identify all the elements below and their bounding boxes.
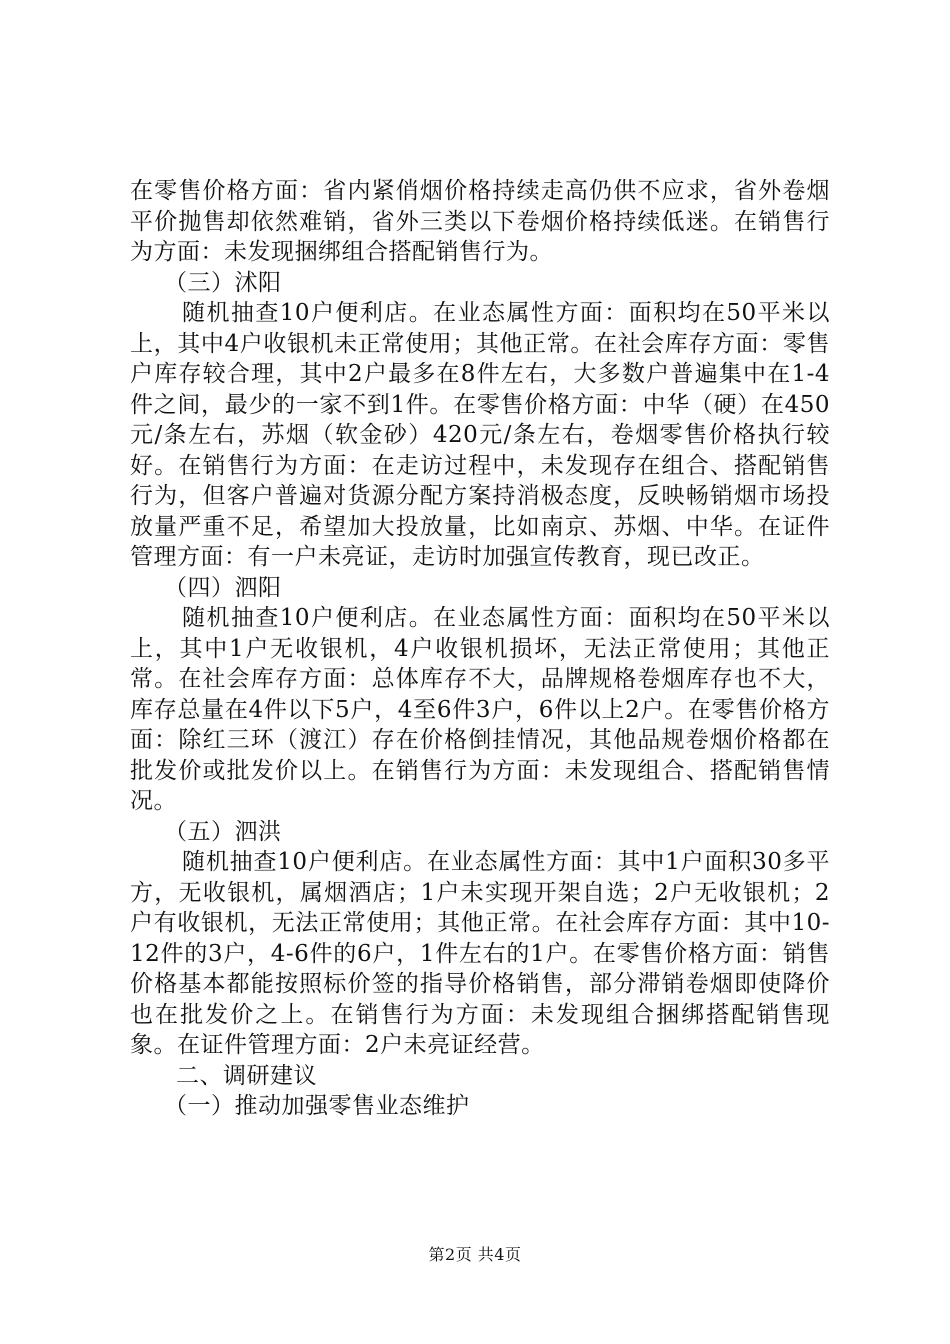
- section-heading-suggestions: 二、调研建议: [176, 1062, 317, 1089]
- page-footer: 第2页 共4页: [428, 1245, 522, 1264]
- paragraph-retail-price-summary: 在零售价格方面：省内紧俏烟价格持续走高仍供不应求，省外卷烟平价抛售却依然难销，省外三类以下卷烟价格持续低迷。在销售行为方面：未发现捆绑组合搭配销售行为。: [130, 178, 830, 265]
- paragraph-sihong: 随机抽查10户便利店。在业态属性方面：其中1户面积30多平方，无收银机，属烟酒店；1户未实现开架自选；2户无收银机；2户有收银机，无法正常使用；其他正常。在社会库存方面：其中10-12件的3户，4-6件的6户，1件左右的1户。在零售价格方面：销售价格基本都能按照标价签的指导价格销售，部分滞销卷烟即使降价也在批发价之上。在销售行为方面：未发现组合捆绑搭配销售现象。在证件管理方面：2户未亮证经营。: [130, 849, 830, 1058]
- document-body: [130, 176, 830, 1122]
- paragraph-shuyang: 随机抽查10户便利店。在业态属性方面：面积均在50平米以上，其中4户收银机未正常使用；其他正常。在社会库存方面：零售户库存较合理，其中2户最多在8件左右，大多数户普遍集中在1-4件之间，最少的一家不到1件。在零售价格方面：中华（硬）在450元/条左右，苏烟（软金砂）420元/条左右，卷烟零售价格执行较好。在销售行为方面：在走访过程中，未发现存在组合、搭配销售行为，但客户普遍对货源分配方案持消极态度，反映畅销烟市场投放量严重不足，希望加大投放量，比如南京、苏烟、中华。在证件管理方面：有一户未亮证，走访时加强宣传教育，现已改正。: [130, 300, 830, 570]
- section-heading-siyang: （四）泗阳: [164, 574, 282, 601]
- paragraph-siyang: 随机抽查10户便利店。在业态属性方面：面积均在50平米以上，其中1户无收银机，4户收银机损坏，无法正常使用；其他正常。在社会库存方面：总体库存不大，品牌规格卷烟库存也不大，库存总量在4件以下5户，4至6件3户，6件以上2户。在零售价格方面：除红三环（渡江）存在价格倒挂情况，其他品规卷烟价格都在批发价或批发价以上。在销售行为方面：未发现组合、搭配销售情况。: [130, 605, 830, 814]
- subsection-heading-retail-format: （一）推动加强零售业态维护: [164, 1093, 470, 1119]
- section-heading-shuyang: （三）沭阳: [164, 269, 282, 296]
- section-heading-sihong: （五）泗洪: [164, 818, 282, 845]
